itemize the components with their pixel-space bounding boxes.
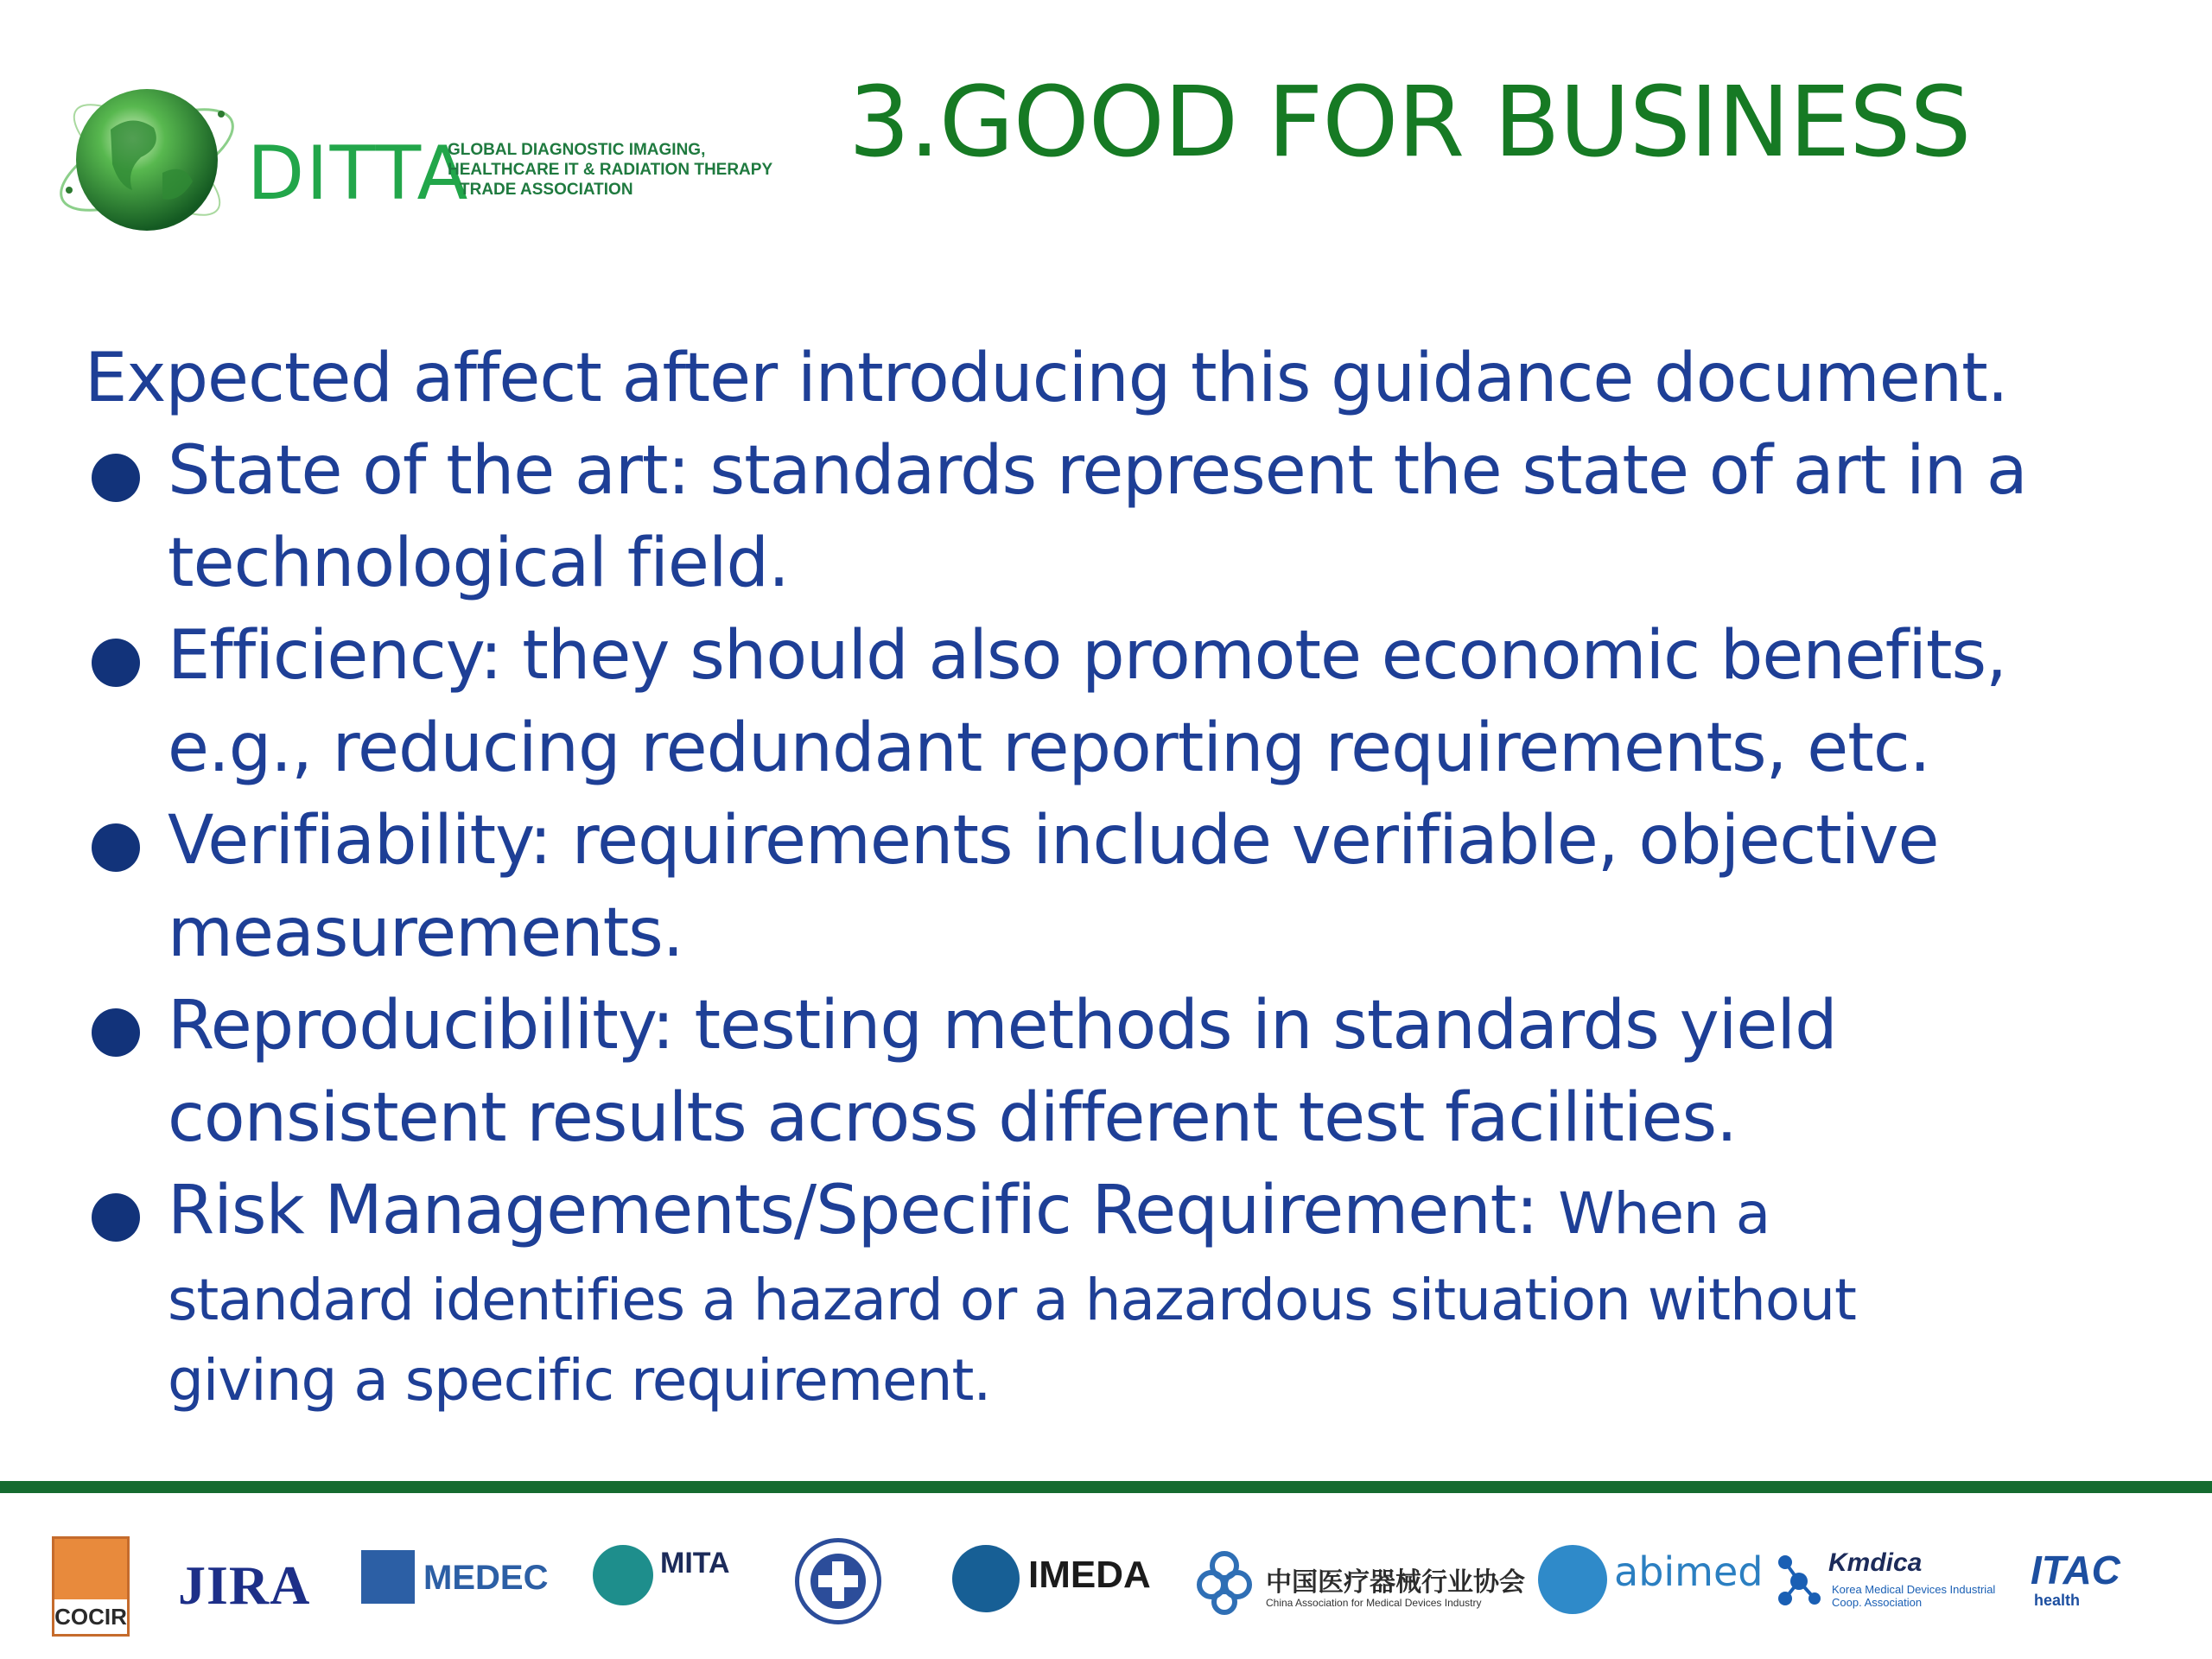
tagline-line: HEALTHCARE IT & RADIATION THERAPY xyxy=(448,161,773,179)
bullet-item xyxy=(85,1165,2176,1421)
camdi-logo: 中国医疗器械行业协会 xyxy=(1266,1567,1525,1598)
mita-logo: MITA xyxy=(660,1547,730,1580)
bullet-item xyxy=(85,795,2176,980)
slide-body xyxy=(85,333,2176,1421)
thaimed-logo xyxy=(795,1538,881,1624)
bullet-line: e.g., reducing redundant reporting requirements, etc. xyxy=(168,709,1930,787)
partner-logos xyxy=(35,1519,2195,1649)
globe-icon xyxy=(50,60,249,259)
bullet-line: measurements. xyxy=(168,894,683,972)
mita-icon xyxy=(593,1545,653,1605)
cocir-label: COCIR xyxy=(54,1604,127,1630)
bullet-dot-icon xyxy=(92,823,140,872)
bullet-item xyxy=(85,980,2176,1165)
bullet-line: giving a specific requirement. xyxy=(168,1347,991,1414)
bullet-line: State of the art: standards represent the state of art in a xyxy=(168,432,2027,510)
imeda-icon xyxy=(952,1545,1020,1612)
bullet-dot-icon xyxy=(92,1193,140,1242)
tagline-line: TRADE ASSOCIATION xyxy=(460,181,633,199)
thaimed-cross-icon xyxy=(799,1542,877,1620)
ditta-logo xyxy=(50,60,828,259)
intro-text: Expected affect after introducing this guidance document. xyxy=(85,340,2008,417)
bullet-lead-small: When a xyxy=(1558,1180,1770,1247)
bullet-line xyxy=(168,1165,2176,1260)
itac-logo: ITAC xyxy=(2031,1548,2120,1592)
medec-logo: MEDEC xyxy=(423,1559,549,1597)
bullet-line: Verifiability: requirements include verifiable, objective xyxy=(168,802,1939,880)
medec-icon xyxy=(361,1550,415,1604)
kmdica-subtitle xyxy=(1832,1583,1995,1609)
ditta-wordmark: DITTA xyxy=(247,130,470,217)
bullet-line: Reproducibility: testing methods in standards yield xyxy=(168,987,1837,1065)
bullet-dot-icon xyxy=(92,1008,140,1057)
bullet-line: standard identifies a hazard or a hazardous situation without xyxy=(168,1267,1856,1333)
cocir-logo xyxy=(52,1536,130,1637)
bullet-line: Efficiency: they should also promote economic benefits, xyxy=(168,617,2006,695)
kmdica-subtitle-line: Korea Medical Devices Industrial xyxy=(1832,1583,1996,1596)
camdi-knot-icon xyxy=(1194,1548,1255,1618)
abimed-logo: abimed xyxy=(1614,1548,1764,1595)
bullet-line: technological field. xyxy=(168,524,789,602)
kmdica-molecule-icon xyxy=(1773,1550,1825,1611)
slide-title: 3.GOOD FOR BUSINESS xyxy=(849,67,1971,179)
kmdica-subtitle-line: Coop. Association xyxy=(1832,1596,1923,1609)
itac-subtitle: health xyxy=(2034,1592,2081,1609)
tagline-line: GLOBAL DIAGNOSTIC IMAGING, xyxy=(448,141,706,159)
kmdica-logo: Kmdica xyxy=(1828,1548,1923,1577)
camdi-subtitle: China Association for Medical Devices Industry xyxy=(1266,1597,1482,1609)
bullet-lead: Risk Managements/Specific Requirement: xyxy=(168,1172,1559,1249)
imeda-logo: IMEDA xyxy=(1028,1554,1151,1596)
jira-logo: JIRA xyxy=(178,1554,311,1616)
bullet-list xyxy=(85,425,2176,1421)
bullet-dot-icon xyxy=(92,639,140,687)
footer-rule xyxy=(0,1481,2212,1493)
abimed-icon xyxy=(1538,1545,1607,1614)
bullet-item xyxy=(85,610,2176,795)
bullet-item xyxy=(85,425,2176,610)
bullet-dot-icon xyxy=(92,454,140,502)
bullet-line: consistent results across different test facilities. xyxy=(168,1079,1737,1157)
ditta-tagline xyxy=(448,140,845,200)
